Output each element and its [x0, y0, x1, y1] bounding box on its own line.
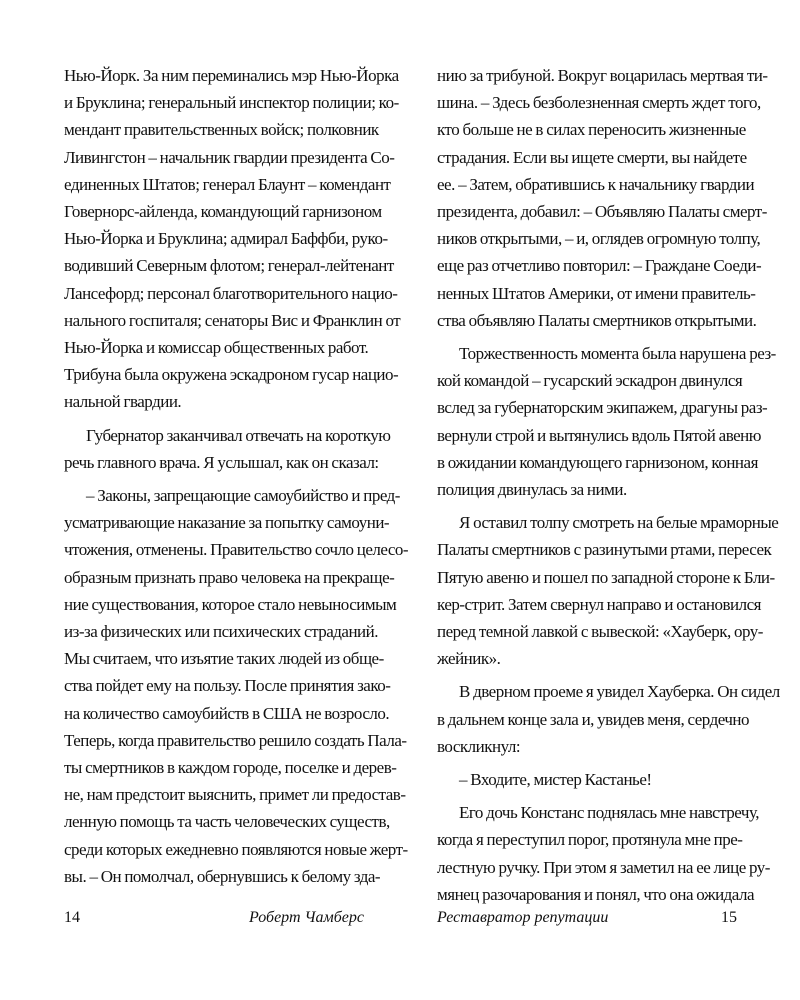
text-line: Палаты смертников с разинутыми ртами, пересек — [437, 540, 772, 560]
text-line: лестную ручку. При этом я заметил на ее лице ру- — [437, 857, 770, 877]
text-line: нальной гвардии. — [64, 392, 182, 412]
text-line: в дальнем конце зала и, увидев меня, сердечно — [437, 709, 749, 729]
text-line: ненных Штатов Америки, от имени правитель- — [437, 283, 756, 303]
left-page-text — [64, 62, 409, 890]
text-line: Я оставил толпу смотреть на белые мраморные — [459, 513, 779, 533]
right-page — [437, 62, 780, 942]
left-page — [64, 62, 409, 942]
text-line: из-за физических или психических страданий. — [64, 622, 378, 642]
text-line: Его дочь Констанс поднялась мне навстречу, — [459, 803, 760, 823]
text-line: Нью-Йорка и комиссар общественных работ. — [64, 338, 369, 358]
text-line: Пятую авеню и пошел по западной стороне к Бли- — [437, 567, 775, 587]
text-line: Лансефорд; персонал благотворительного нацио- — [64, 283, 398, 303]
text-line: Нью-Йорка и Бруклина; адмирал Баффби, руко- — [64, 229, 388, 249]
paragraph — [437, 766, 739, 793]
text-line: вы. – Он помолчал, обернувшись к белому зда- — [64, 866, 381, 886]
text-line: Мы считаем, что изъятие таких людей из обще- — [64, 649, 384, 669]
right-page-text — [437, 62, 780, 908]
text-line: ние существования, которое стало невыносимым — [64, 594, 397, 614]
text-line: вслед за губернаторским экипажем, драгуны раз- — [437, 398, 768, 418]
text-line: Нью-Йорк. За ним переминались мэр Нью-Йорка — [64, 66, 399, 85]
right-page-number: 15 — [721, 909, 737, 926]
text-line: Говернорс-айленда, командующий гарнизоном — [64, 202, 382, 222]
paragraph — [437, 678, 780, 760]
text-line: страдания. Если вы ищете смерти, вы найдете — [437, 147, 747, 167]
text-line: ты смертников в каждом городе, поселке и дерев- — [64, 758, 397, 778]
paragraph — [437, 799, 770, 908]
text-line: и Бруклина; генеральный инспектор полиции; ко- — [64, 93, 399, 113]
right-running-head: Реставратор репутации — [437, 909, 609, 926]
text-line: шина. – Здесь безболезненная смерть ждет того, — [437, 93, 761, 113]
text-line: – Законы, запрещающие самоубийство и пред- — [86, 486, 400, 506]
text-line: ства пойдет ему на пользу. После принятия зако- — [64, 676, 391, 696]
text-line: ства объявляю Палаты смертников открытыми. — [437, 310, 757, 330]
paragraph — [64, 482, 409, 890]
text-line: президента, добавил: – Объявляю Палаты смерт- — [437, 202, 767, 222]
text-line: водивший Северным флотом; генерал-лейтенант — [64, 256, 394, 276]
text-line: – Входите, мистер Кастанье! — [459, 770, 652, 790]
text-line: Ливингстон – начальник гвардии президента Со- — [64, 147, 395, 167]
paragraph — [437, 340, 776, 503]
text-line: полиция двинулась за ними. — [437, 480, 627, 500]
text-line: В дверном проеме я увидел Хауберка. Он сидел — [459, 682, 780, 702]
text-line: мянец разочарования и понял, что она ожидала — [437, 884, 755, 904]
text-line: вернули строй и вытянулись вдоль Пятой авеню — [437, 425, 761, 445]
text-line: чтожения, отменены. Правительство сочло целесо- — [64, 540, 409, 560]
text-line: речь главного врача. Я услышал, как он сказал: — [64, 452, 379, 472]
text-line: ников открытыми, – и, оглядев огромную толпу, — [437, 229, 761, 249]
text-line: перед темной лавкой с вывеской: «Хауберк, ору- — [437, 622, 763, 642]
text-line: Трибуна была окружена эскадроном гусар нацио- — [64, 365, 399, 385]
text-line: нального госпиталя; сенаторы Вис и Франклин от — [64, 310, 401, 330]
text-line: среди которых ежедневно появляются новые жерт- — [64, 839, 408, 859]
left-page-number: 14 — [64, 909, 80, 926]
paragraph — [64, 422, 391, 476]
text-line: на количество самоубийств в США не возросло. — [64, 703, 390, 723]
paragraph — [64, 62, 401, 416]
text-line: образным признать право человека на прекраще- — [64, 567, 395, 587]
text-line: мендант правительственных войск; полковник — [64, 120, 379, 140]
left-running-head: Роберт Чамберс — [249, 909, 364, 926]
text-line: воскликнул: — [437, 736, 521, 756]
text-line: не, нам предстоит выяснить, примет ли предостав- — [64, 785, 406, 805]
text-line: кер-стрит. Затем свернул направо и остановился — [437, 594, 761, 614]
text-line: Торжественность момента была нарушена рез- — [459, 344, 776, 364]
text-line: ее. – Затем, обратившись к начальнику гвардии — [437, 174, 755, 194]
text-line: Губернатор заканчивал отвечать на короткую — [86, 425, 391, 445]
text-line: кто больше не в силах переносить жизненные — [437, 120, 746, 140]
text-line: усматривающие наказание за попытку самоуни- — [64, 513, 390, 533]
text-line: еще раз отчетливо повторил: – Граждане Соеди- — [437, 256, 762, 276]
paragraph — [437, 62, 768, 334]
text-line: ленную помощь та часть человеческих существ, — [64, 812, 390, 832]
text-line: в ожидании командующего гарнизоном, конная — [437, 452, 758, 472]
text-line: когда я переступил порог, протянула мне пре- — [437, 830, 743, 850]
text-line: нию за трибуной. Вокруг воцарилась мертвая ти- — [437, 66, 768, 85]
text-line: жейник». — [437, 649, 501, 669]
text-line: кой командой – гусарский эскадрон двинулся — [437, 371, 743, 391]
paragraph — [437, 509, 779, 672]
text-line: Теперь, когда правительство решило создать Пала- — [64, 730, 407, 750]
text-line: единенных Штатов; генерал Блаунт – комендант — [64, 174, 391, 194]
